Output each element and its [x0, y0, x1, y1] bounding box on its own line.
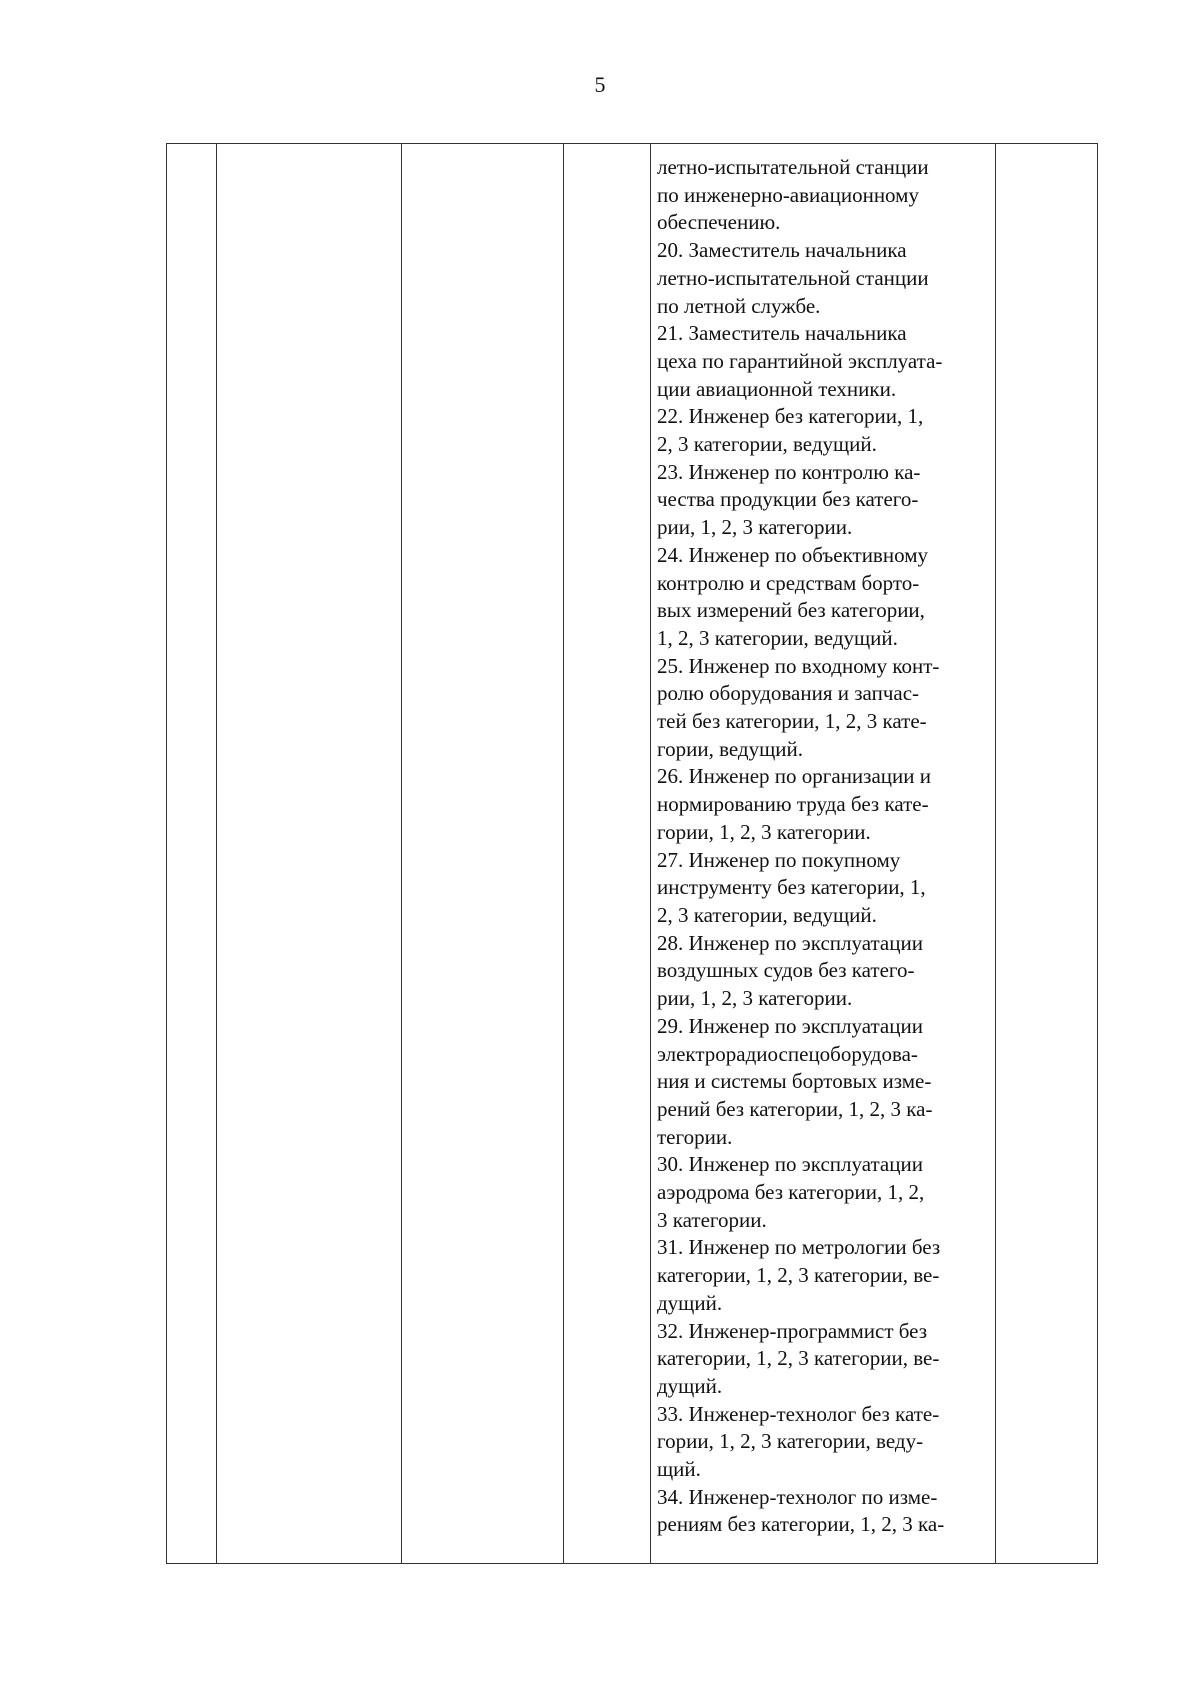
- position-line: обеспечению.: [657, 210, 781, 235]
- position-line: 27. Инженер по покупному: [657, 847, 901, 872]
- position-line: по инженерно-авиационному: [657, 182, 919, 207]
- position-line: воздушных судов без катего-: [657, 958, 915, 983]
- table-cell-column-3: [402, 144, 564, 1564]
- position-line: категории, 1, 2, 3 категории, ве-: [657, 1346, 940, 1371]
- position-line: рениям без категории, 1, 2, 3 ка-: [657, 1512, 945, 1537]
- position-line: тегории.: [657, 1124, 733, 1149]
- position-line: 24. Инженер по объективному: [657, 542, 928, 567]
- table-cell-column-4: [564, 144, 651, 1564]
- position-line: гории, 1, 2, 3 категории, веду-: [657, 1429, 924, 1454]
- position-line: летно-испытательной станции: [657, 155, 929, 179]
- position-line: 25. Инженер по входному конт-: [657, 653, 940, 678]
- position-line: дущий.: [657, 1373, 723, 1398]
- position-line: 26. Инженер по организации и: [657, 764, 931, 789]
- table-row: [167, 144, 1098, 1564]
- position-line: 29. Инженер по эксплуатации: [657, 1013, 923, 1038]
- position-line: аэродрома без категории, 1, 2,: [657, 1180, 925, 1205]
- position-line: контролю и средствам борто-: [657, 570, 920, 595]
- position-line: 33. Инженер-технолог без кате-: [657, 1401, 940, 1426]
- position-line: гории, ведущий.: [657, 736, 803, 761]
- position-line: 34. Инженер-технолог по изме-: [657, 1484, 938, 1509]
- position-line: 2, 3 категории, ведущий.: [657, 432, 877, 457]
- position-line: категории, 1, 2, 3 категории, ве-: [657, 1263, 940, 1288]
- position-line: гории, 1, 2, 3 категории.: [657, 819, 871, 844]
- position-line: по летной службе.: [657, 293, 821, 318]
- position-line: тей без категории, 1, 2, 3 кате-: [657, 709, 927, 734]
- table-cell-number: [167, 144, 217, 1564]
- table-cell-column-6: [996, 144, 1098, 1564]
- position-line: 1, 2, 3 категории, ведущий.: [657, 625, 898, 650]
- position-line: нормированию труда без кате-: [657, 792, 929, 817]
- position-line: 21. Заместитель начальника: [657, 321, 907, 346]
- position-line: дущий.: [657, 1290, 723, 1315]
- position-line: щий.: [657, 1457, 701, 1482]
- position-line: рений без категории, 1, 2, 3 ка-: [657, 1096, 933, 1121]
- table-cell-positions: [651, 144, 996, 1564]
- positions-list: [651, 144, 995, 1539]
- position-line: 31. Инженер по метрологии без: [657, 1235, 941, 1260]
- position-line: 22. Инженер без категории, 1,: [657, 404, 924, 429]
- position-line: ролю оборудования и запчас-: [657, 681, 920, 706]
- position-line: 2, 3 категории, ведущий.: [657, 902, 877, 927]
- position-line: рии, 1, 2, 3 категории.: [657, 986, 853, 1011]
- table-cell-column-2: [217, 144, 402, 1564]
- position-line: рии, 1, 2, 3 категории.: [657, 515, 853, 540]
- position-line: 20. Заместитель начальника: [657, 238, 907, 263]
- page-number: 5: [594, 72, 606, 97]
- position-line: инструменту без категории, 1,: [657, 875, 926, 900]
- position-line: 3 категории.: [657, 1207, 767, 1232]
- position-line: летно-испытательной станции: [657, 265, 929, 290]
- position-line: 32. Инженер-программист без: [657, 1318, 928, 1343]
- position-line: 28. Инженер по эксплуатации: [657, 930, 923, 955]
- position-line: 23. Инженер по контролю ка-: [657, 459, 921, 484]
- position-line: электрорадиоспецоборудова-: [657, 1041, 918, 1066]
- position-line: ния и системы бортовых изме-: [657, 1069, 932, 1094]
- positions-table: [166, 143, 1098, 1564]
- position-line: 30. Инженер по эксплуатации: [657, 1152, 923, 1177]
- position-line: ции авиационной техники.: [657, 376, 897, 401]
- position-line: чества продукции без катего-: [657, 487, 919, 512]
- position-line: цеха по гарантийной эксплуата-: [657, 348, 943, 373]
- position-line: вых измерений без категории,: [657, 598, 925, 623]
